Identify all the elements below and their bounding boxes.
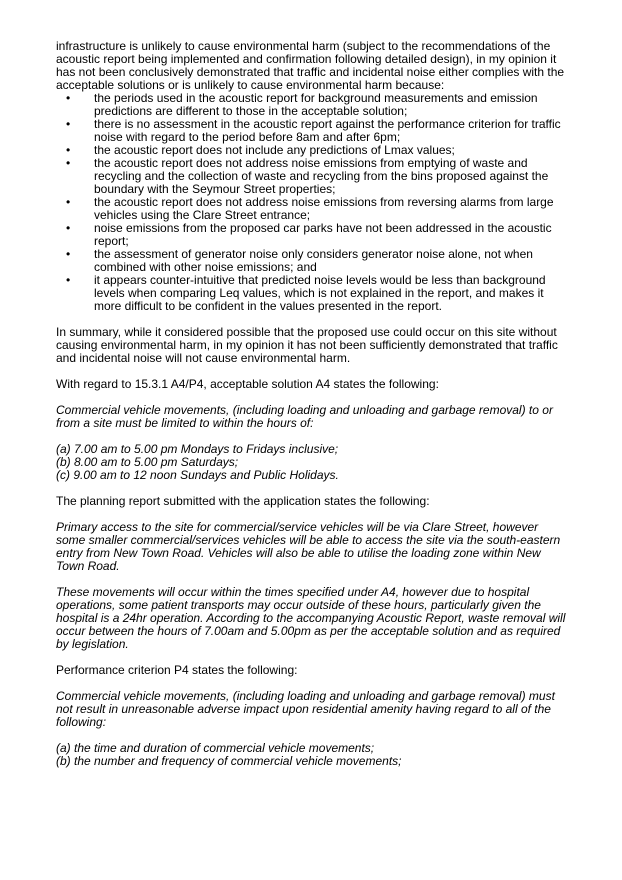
- list-item-text: it appears counter-intuitive that predicted noise levels would be less than background levels when comparing Leq values, which is not explained in the report, and makes it more difficult to be confident in the values presented in the report.: [94, 273, 546, 313]
- a4-hours-list: [56, 443, 570, 482]
- list-item: [56, 222, 570, 248]
- list-item: [56, 196, 570, 222]
- list-item: [56, 248, 570, 274]
- list-item: [56, 92, 570, 118]
- list-item: [56, 274, 570, 313]
- p4-item: (b) the number and frequency of commercial vehicle movements;: [56, 754, 402, 768]
- a4-hours-item: (c) 9.00 am to 12 noon Sundays and Public Holidays.: [56, 468, 339, 482]
- list-item: [56, 118, 570, 144]
- list-item-text: the acoustic report does not address noise emissions from emptying of waste and recycling and the collection of waste and recycling from the bins proposed against the boundary with the Seymour Street properties;: [94, 156, 549, 196]
- bullet-icon: •: [66, 195, 71, 209]
- bullet-icon: •: [66, 247, 71, 261]
- noise-concerns-list: [56, 92, 570, 313]
- list-item-text: noise emissions from the proposed car parks have not been addressed in the acoustic report;: [94, 221, 552, 248]
- bullet-icon: •: [66, 143, 71, 157]
- planning-quote-access: Primary access to the site for commercial/service vehicles will be via Clare Street, however some smaller commercial/services vehicles will be able to access the site via the south-eastern entry from New Town Road. Vehicles will also be able to utilise the loading zone within New Town Road.: [56, 520, 561, 573]
- list-item-text: the acoustic report does not include any predictions of Lmax values;: [94, 143, 455, 157]
- list-item-text: the acoustic report does not address noise emissions from reversing alarms from large vehicles using the Clare Street entrance;: [94, 195, 554, 222]
- p4-intro-paragraph: Performance criterion P4 states the following:: [56, 663, 298, 677]
- intro-paragraph: infrastructure is unlikely to cause environmental harm (subject to the recommendations of the acoustic report being implemented and confirmation following detailed design), in my opinion it has not been conclusively demonstrated that traffic and incidental noise either complies with the acceptable solutions or is unlikely to cause environmental harm because:: [56, 39, 565, 92]
- bullet-icon: •: [66, 156, 71, 170]
- a4-intro-paragraph: With regard to 15.3.1 A4/P4, acceptable solution A4 states the following:: [56, 377, 439, 391]
- document-page: [56, 40, 570, 768]
- list-item-text: the periods used in the acoustic report for background measurements and emission predictions are different to those in the acceptable solution;: [94, 91, 538, 118]
- bullet-icon: •: [66, 221, 71, 235]
- bullet-icon: •: [66, 273, 71, 287]
- p4-items-list: [56, 742, 570, 768]
- a4-hours-item: (a) 7.00 am to 5.00 pm Mondays to Fridays inclusive;: [56, 442, 339, 456]
- p4-quote: Commercial vehicle movements, (including loading and unloading and garbage removal) must not result in unreasonable adverse impact upon residential amenity having regard to all of the following:: [56, 689, 555, 729]
- list-item-text: the assessment of generator noise only considers generator noise alone, not when combined with other noise emissions; and: [94, 247, 533, 274]
- a4-quote: Commercial vehicle movements, (including loading and unloading and garbage removal) to or from a site must be limited to within the hours of:: [56, 403, 553, 430]
- planning-quote-movements: These movements will occur within the times specified under A4, however due to hospital operations, some patient transports may occur outside of these hours, particularly given the hospital is a 24hr operation. According to the accompanying Acoustic Report, waste removal will occur between the hours of 7.00am and 5.00pm as per the acceptable solution and as required by legislation.: [56, 585, 566, 651]
- bullet-icon: •: [66, 117, 71, 131]
- summary-paragraph: In summary, while it considered possible that the proposed use could occur on this site without causing environmental harm, in my opinion it has not been sufficiently demonstrated that traffic and incidental noise will not cause environmental harm.: [56, 325, 558, 365]
- planning-intro-paragraph: The planning report submitted with the application states the following:: [56, 494, 430, 508]
- list-item-text: there is no assessment in the acoustic report against the performance criterion for traffic noise with regard to the period before 8am and after 6pm;: [94, 117, 561, 144]
- list-item: [56, 157, 570, 196]
- bullet-icon: •: [66, 91, 71, 105]
- a4-hours-item: (b) 8.00 am to 5.00 pm Saturdays;: [56, 455, 239, 469]
- p4-item: (a) the time and duration of commercial vehicle movements;: [56, 741, 375, 755]
